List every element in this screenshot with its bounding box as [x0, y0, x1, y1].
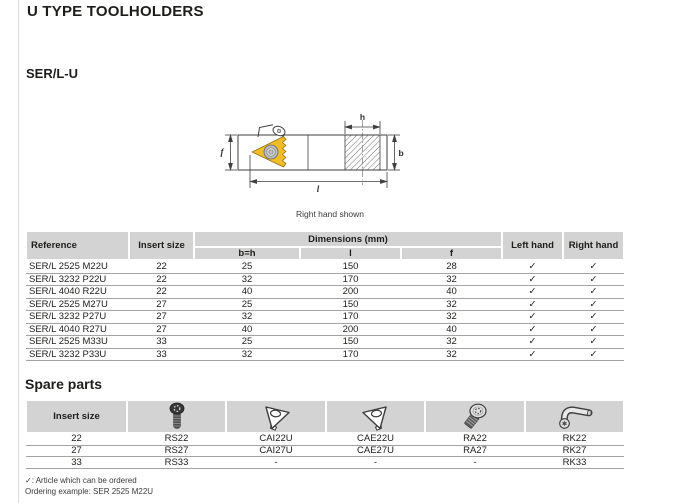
cell-insert-size: 33: [129, 348, 194, 361]
cell-insert-size: 27: [26, 445, 127, 457]
cell-reference: SER/L 3232 P27U: [26, 311, 129, 324]
table-row: [26, 336, 624, 349]
cell-left-hand-check: ✓: [502, 336, 563, 349]
cell-f: 32: [401, 311, 502, 324]
cell-insert-size: 22: [129, 273, 194, 286]
cell-right-hand-check: ✓: [563, 273, 624, 286]
cell-reference: SER/L 4040 R27U: [26, 323, 129, 336]
cell-right-hand-check: ✓: [563, 311, 624, 324]
footnote-ordering-check: ✓: Article which can be ordered: [25, 476, 137, 485]
cell-insert-size: 33: [26, 457, 127, 469]
page-title: U TYPE TOOLHOLDERS: [27, 3, 204, 20]
cell-l: 170: [300, 273, 401, 286]
cell-right-hand-check: ✓: [563, 323, 624, 336]
spare-parts-row: [26, 445, 624, 457]
spare-parts-row: [26, 433, 624, 445]
cell-right-hand-check: ✓: [563, 286, 624, 299]
cell-screw-ref: RS33: [127, 457, 226, 469]
cell-clamp-external-ref: CAE27U: [326, 445, 425, 457]
table-row: [26, 298, 624, 311]
cell-right-hand-check: ✓: [563, 336, 624, 349]
col-header-l: l: [300, 247, 401, 260]
cell-l: 170: [300, 311, 401, 324]
cell-bh: 25: [194, 298, 300, 311]
cell-left-hand-check: ✓: [502, 323, 563, 336]
cell-left-hand-check: ✓: [502, 260, 563, 273]
cell-bh: 40: [194, 286, 300, 299]
cell-l: 150: [300, 260, 401, 273]
cell-bh: 25: [194, 336, 300, 349]
table-row: [26, 273, 624, 286]
cell-clamp-screw-ref: RA22: [425, 433, 525, 445]
col-header-bh: b=h: [194, 247, 300, 260]
table-row: [26, 311, 624, 324]
cell-insert-size: 22: [26, 433, 127, 445]
spare-col-header-clamp-external: [326, 400, 425, 433]
insert-screw: [264, 145, 278, 159]
toolholder-drawing: [200, 105, 460, 205]
spare-col-header-clamp-internal: [226, 400, 326, 433]
cell-screw-ref: RS27: [127, 445, 226, 457]
cell-right-hand-check: ✓: [563, 298, 624, 311]
cell-reference: SER/L 3232 P33U: [26, 348, 129, 361]
cell-left-hand-check: ✓: [502, 298, 563, 311]
clamp-screw-icon: [458, 402, 492, 432]
spare-col-header-screw: [127, 400, 226, 433]
cell-bh: 40: [194, 323, 300, 336]
cell-bh: 25: [194, 260, 300, 273]
col-header-dimensions: Dimensions (mm): [194, 231, 502, 247]
dim-label-h: h: [359, 112, 366, 122]
dim-label-b: b: [398, 148, 404, 158]
cell-l: 150: [300, 298, 401, 311]
table-row: [26, 323, 624, 336]
cell-clamp-external-ref: -: [326, 457, 425, 469]
spare-col-header-key: [525, 400, 624, 433]
col-header-left-hand: Left hand: [502, 231, 563, 260]
cell-right-hand-check: ✓: [563, 260, 624, 273]
cell-clamp-screw-ref: RA27: [425, 445, 525, 457]
cell-insert-size: 22: [129, 260, 194, 273]
cell-clamp-internal-ref: CAI22U: [226, 433, 326, 445]
cell-reference: SER/L 2525 M22U: [26, 260, 129, 273]
table-row: [26, 348, 624, 361]
footnote-ordering-example: Ordering example: SER 2525 M22U: [25, 487, 154, 496]
cell-insert-size: 27: [129, 323, 194, 336]
cell-insert-size: 22: [129, 286, 194, 299]
cell-reference: SER/L 2525 M33U: [26, 336, 129, 349]
cell-l: 200: [300, 286, 401, 299]
spare-col-header-clamp-screw: [425, 400, 525, 433]
dim-label-l: l: [316, 184, 320, 194]
technical-drawing: [200, 105, 460, 205]
cell-key-ref: RK33: [525, 457, 624, 469]
cell-left-hand-check: ✓: [502, 286, 563, 299]
col-header-reference: Reference: [26, 231, 129, 260]
spare-parts-row: [26, 457, 624, 469]
clamp-external-icon: [359, 402, 393, 432]
cell-bh: 32: [194, 273, 300, 286]
cell-clamp-external-ref: CAE22U: [326, 433, 425, 445]
cell-clamp-screw-ref: -: [425, 457, 525, 469]
cell-key-ref: RK22: [525, 433, 624, 445]
cell-insert-size: 27: [129, 298, 194, 311]
torx-key-icon: [555, 402, 595, 432]
cell-l: 150: [300, 336, 401, 349]
cell-f: 40: [401, 323, 502, 336]
table-row: [26, 260, 624, 273]
cell-reference: SER/L 4040 R22U: [26, 286, 129, 299]
cross-section-hatch: [345, 135, 380, 170]
page-margin-rule: [18, 0, 19, 503]
spare-col-header-insert-size: Insert size: [26, 400, 127, 433]
toolholder-table: [25, 230, 625, 361]
dimension-f: [225, 135, 237, 170]
cell-f: 28: [401, 260, 502, 273]
cell-l: 170: [300, 348, 401, 361]
cell-left-hand-check: ✓: [502, 311, 563, 324]
insert-screw-icon: [160, 402, 194, 432]
cell-f: 32: [401, 336, 502, 349]
cell-insert-size: 27: [129, 311, 194, 324]
table-row: [26, 286, 624, 299]
cell-clamp-internal-ref: CAI27U: [226, 445, 326, 457]
cell-f: 32: [401, 298, 502, 311]
cell-f: 32: [401, 273, 502, 286]
cell-left-hand-check: ✓: [502, 273, 563, 286]
cell-reference: SER/L 2525 M27U: [26, 298, 129, 311]
dim-label-f: f: [220, 147, 224, 157]
series-subtitle: SER/L-U: [26, 66, 78, 81]
cell-left-hand-check: ✓: [502, 348, 563, 361]
clamp-internal-icon: [259, 402, 293, 432]
spare-parts-heading: Spare parts: [25, 376, 103, 392]
footnotes: [25, 475, 153, 497]
spare-parts-table: [25, 399, 625, 469]
cell-bh: 32: [194, 348, 300, 361]
cell-f: 40: [401, 286, 502, 299]
drawing-caption: Right hand shown: [295, 209, 365, 219]
cell-l: 200: [300, 323, 401, 336]
col-header-f: f: [401, 247, 502, 260]
cell-clamp-internal-ref: -: [226, 457, 326, 469]
cell-f: 32: [401, 348, 502, 361]
cell-screw-ref: RS22: [127, 433, 226, 445]
cell-right-hand-check: ✓: [563, 348, 624, 361]
cell-reference: SER/L 3232 P22U: [26, 273, 129, 286]
cell-bh: 32: [194, 311, 300, 324]
col-header-insert-size: Insert size: [129, 231, 194, 260]
cell-insert-size: 33: [129, 336, 194, 349]
cell-key-ref: RK27: [525, 445, 624, 457]
col-header-right-hand: Right hand: [563, 231, 624, 260]
